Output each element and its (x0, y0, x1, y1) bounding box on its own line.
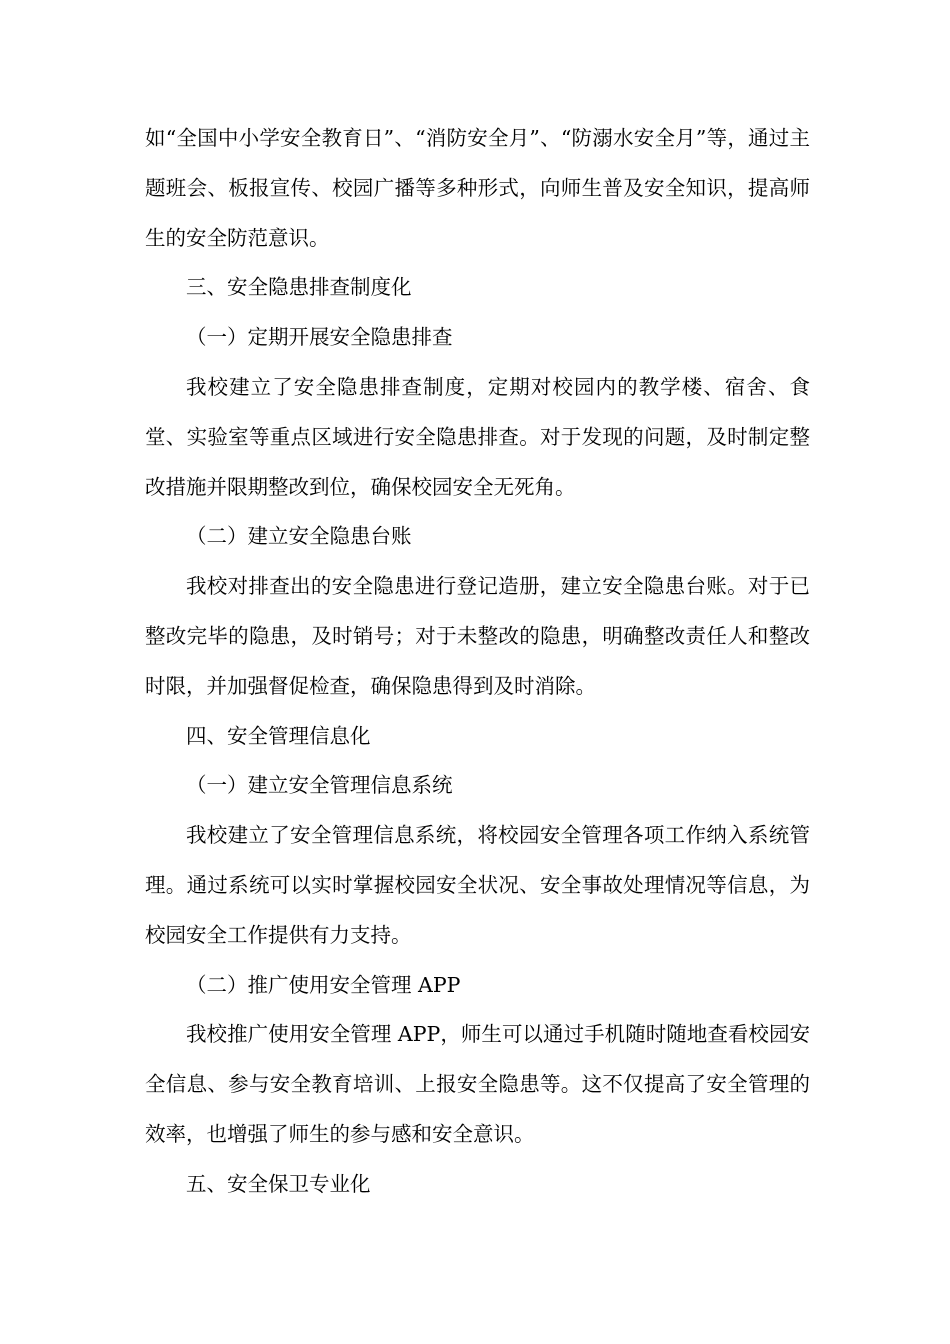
section-heading-4: 四、安全管理信息化 (186, 723, 371, 748)
subsection-heading-3-1: （一）定期开展安全隐患排查 (186, 325, 453, 350)
section-heading-5: 五、安全保卫专业化 (186, 1171, 371, 1196)
subsection-heading-4-1: （一）建立安全管理信息系统 (186, 773, 453, 798)
paragraph-info-system: 我校建立了安全管理信息系统，将校园安全管理各项工作纳入系统管理。通过系统可以实时掌握校园安全状况、安全事故处理情况等信息，为校园安全工作提供有力支持。 (145, 823, 810, 947)
subsection-heading-4-2: （二）推广使用安全管理 APP (186, 972, 461, 997)
paragraph-hazard-ledger: 我校对排查出的安全隐患进行登记造册，建立安全隐患台账。对于已整改完毕的隐患，及时销号；对于未整改的隐患，明确整改责任人和整改时限，并加强督促检查，确保隐患得到及时消除。 (145, 574, 810, 698)
section-heading-3: 三、安全隐患排查制度化 (186, 275, 412, 300)
paragraph-hazard-inspection: 我校建立了安全隐患排查制度，定期对校园内的教学楼、宿舍、食堂、实验室等重点区域进行安全隐患排查。对于发现的问题，及时制定整改措施并限期整改到位，确保校园安全无死角。 (145, 374, 810, 499)
paragraph-safety-app: 我校推广使用安全管理 APP，师生可以通过手机随时随地查看校园安全信息、参与安全教育培训、上报安全隐患等。这不仅提高了安全管理的效率，也增强了师生的参与感和安全意识。 (145, 1022, 810, 1146)
subsection-heading-3-2: （二）建立安全隐患台账 (186, 524, 412, 549)
paragraph-safety-days: 如“全国中小学安全教育日”、“消防安全月”、“防溺水安全月”等，通过主题班会、板报宣传、校园广播等多种形式，向师生普及安全知识，提高师生的安全防范意识。 (145, 126, 810, 250)
document-body (145, 114, 810, 1210)
